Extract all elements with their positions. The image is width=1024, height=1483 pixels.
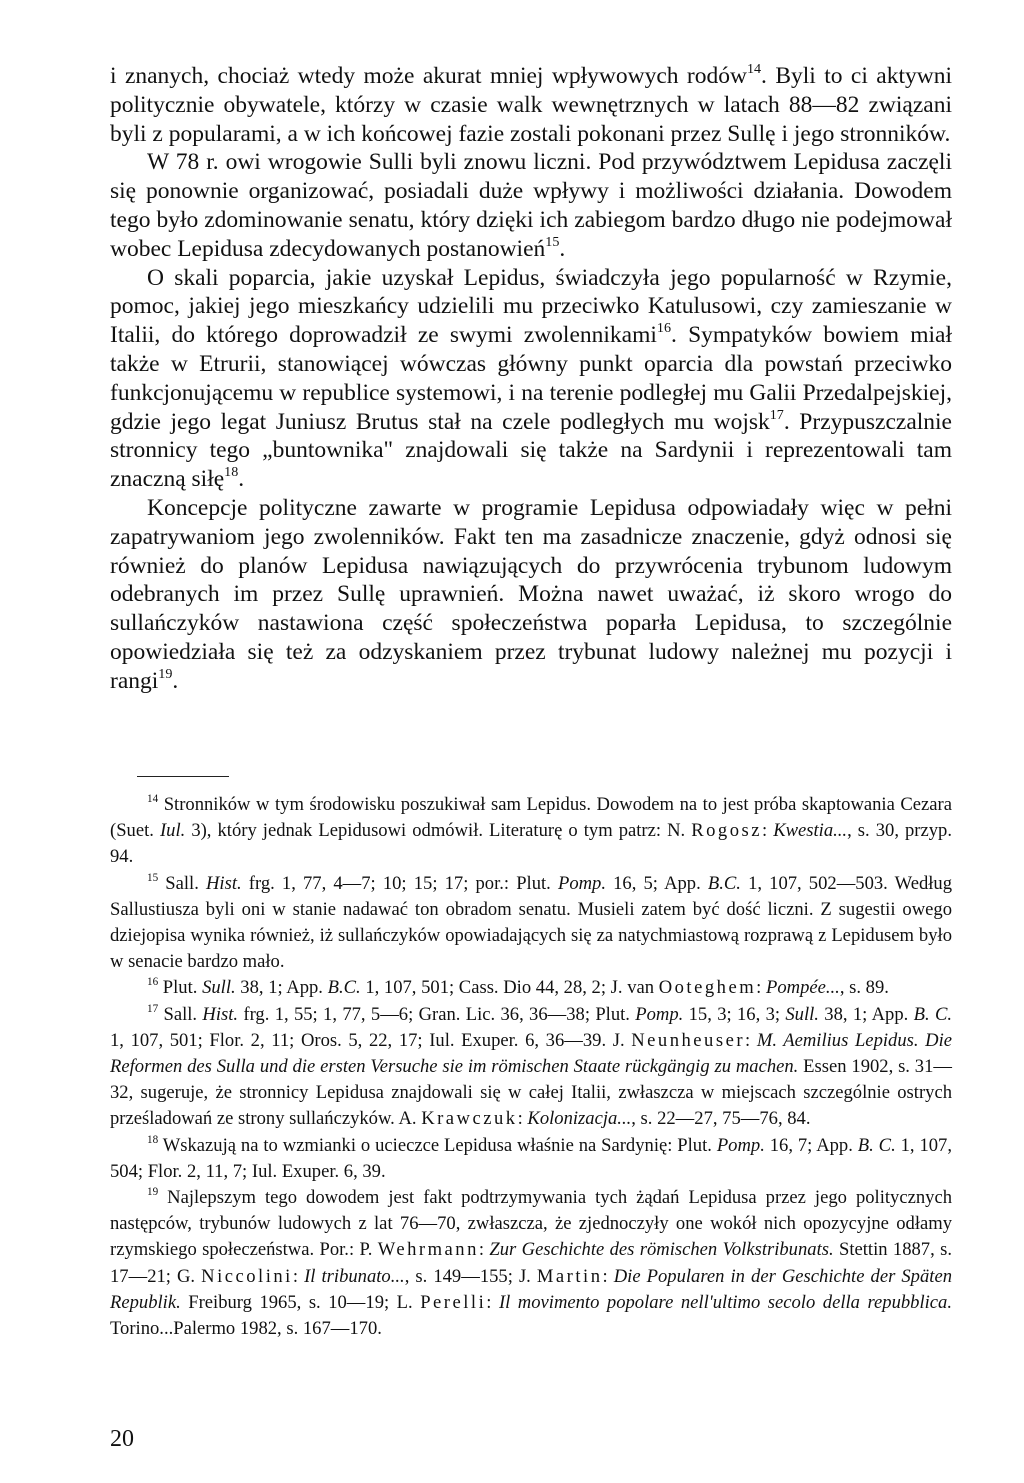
citation-title: Sull. [785,1003,819,1025]
footnote-text: 1, 107, 504; Flor. 2, 11, 7; Iul. Exuper. 6, 39. [110,1134,952,1182]
footnote-text: Torino...Palermo 1982, s. 167—170. [110,1318,382,1340]
citation-title: B. C. [857,1134,896,1156]
footnote-16 [110,975,952,1001]
citation-title: Il movimento popolare nell'ultimo secolo della repubblica. [498,1291,952,1313]
footnote-text: 38, 1; App. [818,1003,914,1025]
footnote-19 [110,1185,952,1342]
footnote-text: , s. 89. [839,977,889,999]
citation-title: Hist. [202,1003,239,1025]
footnote-text: Sall. [158,872,206,894]
author-name: Perelli [420,1291,487,1313]
footnote-text: : [756,977,766,999]
citation-title: M. Aemilius Lepidus. Die Reformen des Sulla und die ersten Versuche sie im römischen Staate rückgängig zu machen. [110,1029,952,1078]
citation-title: Zur Geschichte des römischen Volkstribunats. [489,1239,834,1261]
citation-title: Kwestia... [773,820,848,842]
footnote-text: , s. 30, przyp. 94. [110,820,952,868]
paragraph-text: O skali poparcia, jakie uzyskał Lepidus, świadczyła jego popularność w Rzymie, pomoc, jakiej jego mieszkańcy udzielili mu przeciwko Katulusowi, czy zamieszanie w Italii, do którego doprowadził ze swymi zwolennikami [110,264,952,349]
footnote-18 [110,1133,952,1185]
citation-title: B.C. [707,872,741,894]
citation-title: Pomp. [557,872,606,894]
footnote-text: : [478,1239,490,1261]
footnote-text: Stettin 1887, s. 17—21; G. [110,1239,952,1287]
footnote-text: 16, 5; App. [606,872,708,894]
citation-title: B.C. [327,977,361,999]
paragraph-text: . Byli to ci aktywni politycznie obywatele, którzy w czasie walk wewnętrznych w latach 88—82 związani byli z popularami, a w ich końcowej fazie zostali pokonani przez Sullę i jego stronników. [110,63,952,147]
paragraph-text: i znanych, chociaż wtedy może akurat mniej wpływowych rodów [110,63,747,89]
footnote-text: Wskazują na to wzmianki o ucieczce Lepidusa właśnie na Sardynię: Plut. [158,1134,717,1156]
paragraph-text: . [559,235,566,262]
footnotes [110,792,952,1342]
footnote-text: 16, 7; App. [764,1134,858,1156]
citation-title: Iul. [159,820,186,842]
page-number: 20 [110,1426,134,1452]
paragraph-4 [110,494,952,696]
paragraph-1 [110,62,952,148]
citation-title: B. C. [913,1003,953,1025]
footnote-text: 15, 3; 16, 3; [683,1003,786,1025]
author-name: Krawczuk [421,1108,518,1130]
footnote-text: Plut. [158,977,203,999]
footnote-text: Essen 1902, s. 31—32, sugeruje, że stronnicy Lepidusa znajdowali się w całej Italii, zwłaszcza w miejscach szczególnie ostrych prześladowań ze strony sullańczyków. A. [110,1056,952,1130]
footnote-text: Freiburg 1965, s. 10—19; L. [180,1291,421,1313]
main-text [110,62,952,696]
author-name: Neunheuser [631,1029,746,1051]
author-name: Rogosz [691,820,762,842]
footnote-text: Najlepszym tego dowodem jest fakt podtrzymywania tych żądań Lepidusa przez jego politycznych następców, trybunów ludowych z lat 76—70, zwłaszcza, że zjednoczyły one wokół nich opozycyjne odłamy rzymskiego społeczeństwa. Por.: P. [110,1187,952,1261]
citation-title: Kolonizacja... [527,1108,632,1130]
footnote-ref-15: 15 [545,233,560,250]
citation-title: Pomp. [716,1134,765,1156]
citation-title: Hist. [206,872,242,894]
author-name: Wehrmann [377,1239,479,1261]
footnote-text: : [762,820,774,842]
footnote-text: 1, 107, 501; Flor. 2, 11; Oros. 5, 22, 17; Iul. Exuper. 6, 36—39. J. [110,1029,632,1051]
paragraph-2 [110,148,952,263]
footnote-text: : [745,1029,757,1051]
citation-title: Sull. [202,977,236,999]
footnote-text: , s. 149—155; J. [404,1265,537,1287]
footnote-text: 1, 107, 502—503. Według Sallustiusza byli oni w stanie nadawać ton obradom senatu. Musieli zatem być dość liczni. Z sugestii owego dziejopisa wynika również, iż sullańczyków opowiadających się za natychmiastową rozprawą z Lepidusem było w senacie bardzo mało. [110,872,952,973]
paragraph-text: . [172,667,179,694]
paragraph-text: . Sympatyków bowiem miał także w Etrurii, stanowiącej wówczas główny punkt oparcia dla powstań przeciwko funkcjonującemu w republice systemowi, i na terenie podległej mu Galii Przedalpejskiej, gdzie jego legat Juniusz Brutus stał na czele podległych mu wojsk [110,322,952,435]
author-name: Martin [536,1265,603,1287]
footnote-text: : [486,1291,499,1313]
footnote-14 [110,792,952,871]
footnote-text: : [292,1265,305,1287]
footnote-text: 38, 1; App. [235,977,328,999]
footnote-text: frg. 1, 55; 1, 77, 5—6; Gran. Lic. 36, 36—38; Plut. [238,1003,636,1025]
paragraph-text: Koncepcje polityczne zawarte w programie Lepidusa odpowiadały więc w pełni zapatrywaniom jego zwolenników. Fakt ten ma zasadnicze znaczenie, gdyż odnosi się również do planów Lepidusa nawiązujących do przywrócenia trybunom ludowym odebranych im przez Sullę uprawnień. Można nawet uważać, iż skoro wrogo do sullańczyków nastawiona część społeczeństwa poparła Lepidusa, to szczególnie opowiedziała się też za odzyskaniem przez trybunat ludowy należnej mu pozycji i rangi [110,494,952,694]
footnote-number: 18 [147,1133,159,1146]
footnote-number: 17 [147,1002,159,1015]
paragraph-text: . Przypuszczalnie stronnicy tego „buntownika" znajdowali się także na Sardynii i reprezentowali tam znaczną siłę [110,408,952,493]
citation-title: Die Popularen in der Geschichte der Späten Republik. [110,1265,952,1313]
footnote-text: 1, 107, 501; Cass. Dio 44, 28, 2; J. van [360,977,659,999]
footnote-number: 14 [147,793,159,806]
footnote-15 [110,871,952,976]
footnote-number: 15 [147,871,159,884]
footnote-separator [137,776,229,777]
footnote-text: : [602,1265,614,1287]
author-name: Niccolini [201,1265,293,1287]
author-name: Ooteghem [658,977,757,999]
footnote-number: 16 [147,976,159,989]
footnote-number: 19 [147,1186,159,1199]
footnote-text: Stronników w tym środowisku poszukiwał sam Lepidus. Dowodem na to jest próba skaptowania Cezara (Suet. [110,794,952,842]
paragraph-text: W 78 r. owi wrogowie Sulli byli znowu liczni. Pod przywództwem Lepidusa zaczęli się ponownie organizować, posiadali duże wpływy i możliwości działania. Dowodem tego było zdominowanie senatu, który dzięki ich zabiegom bardzo długo nie podejmował wobec Lepidusa zdecydowanych postanowień [110,149,952,262]
paragraph-text: . [238,466,245,493]
citation-title: Pomp. [635,1003,684,1025]
footnote-17 [110,1002,952,1133]
footnote-ref-19: 19 [158,665,173,682]
citation-title: Pompée... [765,977,840,999]
footnote-text: 3), który jednak Lepidusowi odmówił. Literaturę o tym patrz: N. [185,820,692,842]
footnote-ref-14: 14 [746,61,762,78]
footnote-ref-17: 17 [769,406,784,423]
paragraph-3 [110,264,952,494]
footnote-text: , s. 22—27, 75—76, 84. [631,1108,811,1130]
footnote-text: frg. 1, 77, 4—7; 10; 15; 17; por.: Plut. [241,872,558,894]
footnote-ref-18: 18 [224,464,239,481]
footnote-text: : [517,1108,528,1130]
footnote-ref-16: 16 [656,320,671,337]
footnote-text: Sall. [158,1003,203,1025]
citation-title: Il tribunato... [304,1265,405,1287]
